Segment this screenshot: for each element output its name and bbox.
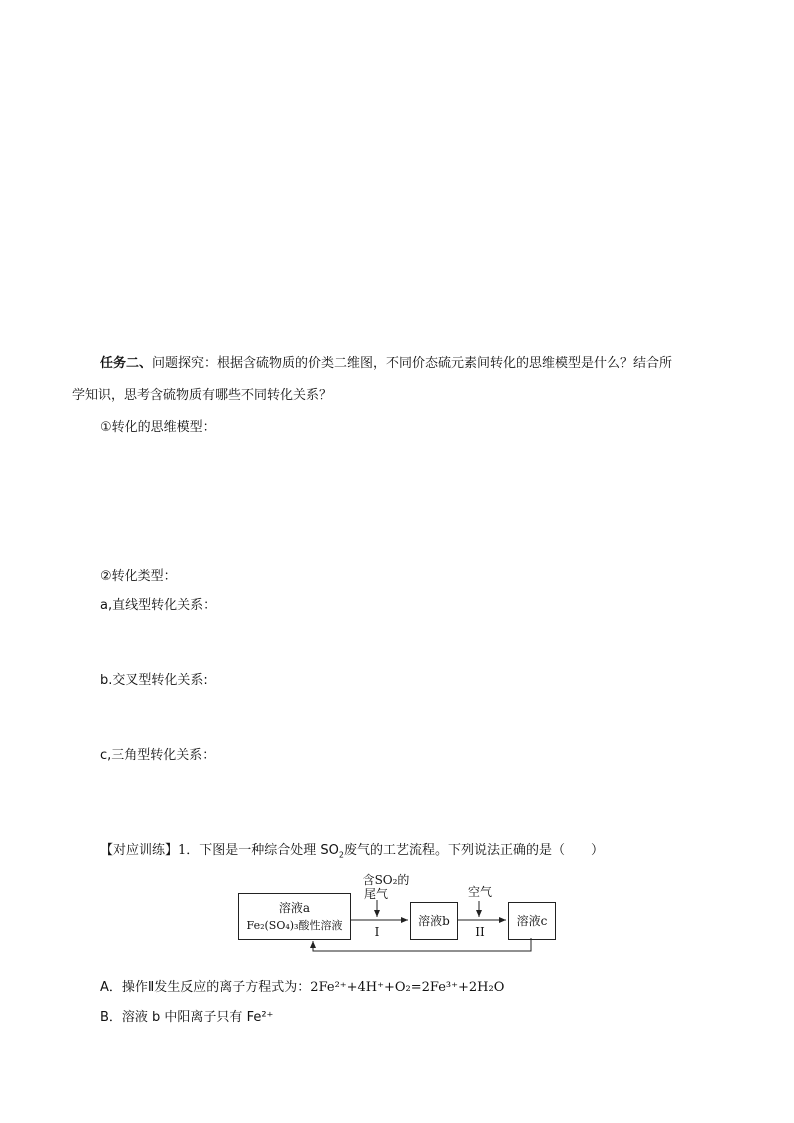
solution-b-label: 溶液b <box>418 913 450 928</box>
triangle-conversion-label: c,三角型转化关系： <box>100 748 216 763</box>
step-ii-label: II <box>475 925 485 939</box>
step-i-label: I <box>374 925 380 939</box>
task2-line2: 学知识，思考含硫物质有哪些不同转化关系？ <box>72 388 333 403</box>
recycle-arrow-c-to-a <box>313 938 531 951</box>
linear-conversion-label: a,直线型转化关系： <box>100 598 217 613</box>
option-a-text: A．操作Ⅱ发生反应的离子方程式为： <box>100 980 311 995</box>
thinking-model-label: ①转化的思维模型： <box>100 420 216 435</box>
cross-conversion-label: b.交叉型转化关系: <box>100 673 208 688</box>
conversion-types-label: ②转化类型： <box>100 569 177 584</box>
exercise-number: 1． <box>178 843 200 858</box>
solution-a-label: 溶液a <box>278 900 311 915</box>
solution-c-label: 溶液c <box>516 913 548 928</box>
exercise-text-before: 下图是一种综合处理 SO <box>199 843 339 858</box>
exercise-bracket-title: 【对应训练】 <box>100 843 179 858</box>
option-a-equation: 2Fe²⁺+4H⁺+O₂=2Fe³⁺+2H₂O <box>310 980 505 995</box>
exercise-text-after: 废气的工艺流程。下列说法正确的是（ ） <box>344 843 605 858</box>
so2-gas-line1: 含SO₂的 <box>362 873 410 887</box>
input-air: 空气 <box>467 885 492 899</box>
so2-subscript: 2 <box>338 850 345 860</box>
task2-heading: 任务二、 <box>100 356 153 371</box>
solution-a-formula: Fe₂(SO₄)₃酸性溶液 <box>246 918 343 932</box>
option-a <box>100 976 504 995</box>
option-b: B．溶液 b 中阳离子只有 Fe²⁺ <box>100 1010 274 1025</box>
so2-gas-line2: 尾气 <box>364 887 389 901</box>
task2-question: 问题探究：根据含硫物质的价类二维图，不同价态硫元素间转化的思维模型是什么？结合所 <box>152 356 673 371</box>
